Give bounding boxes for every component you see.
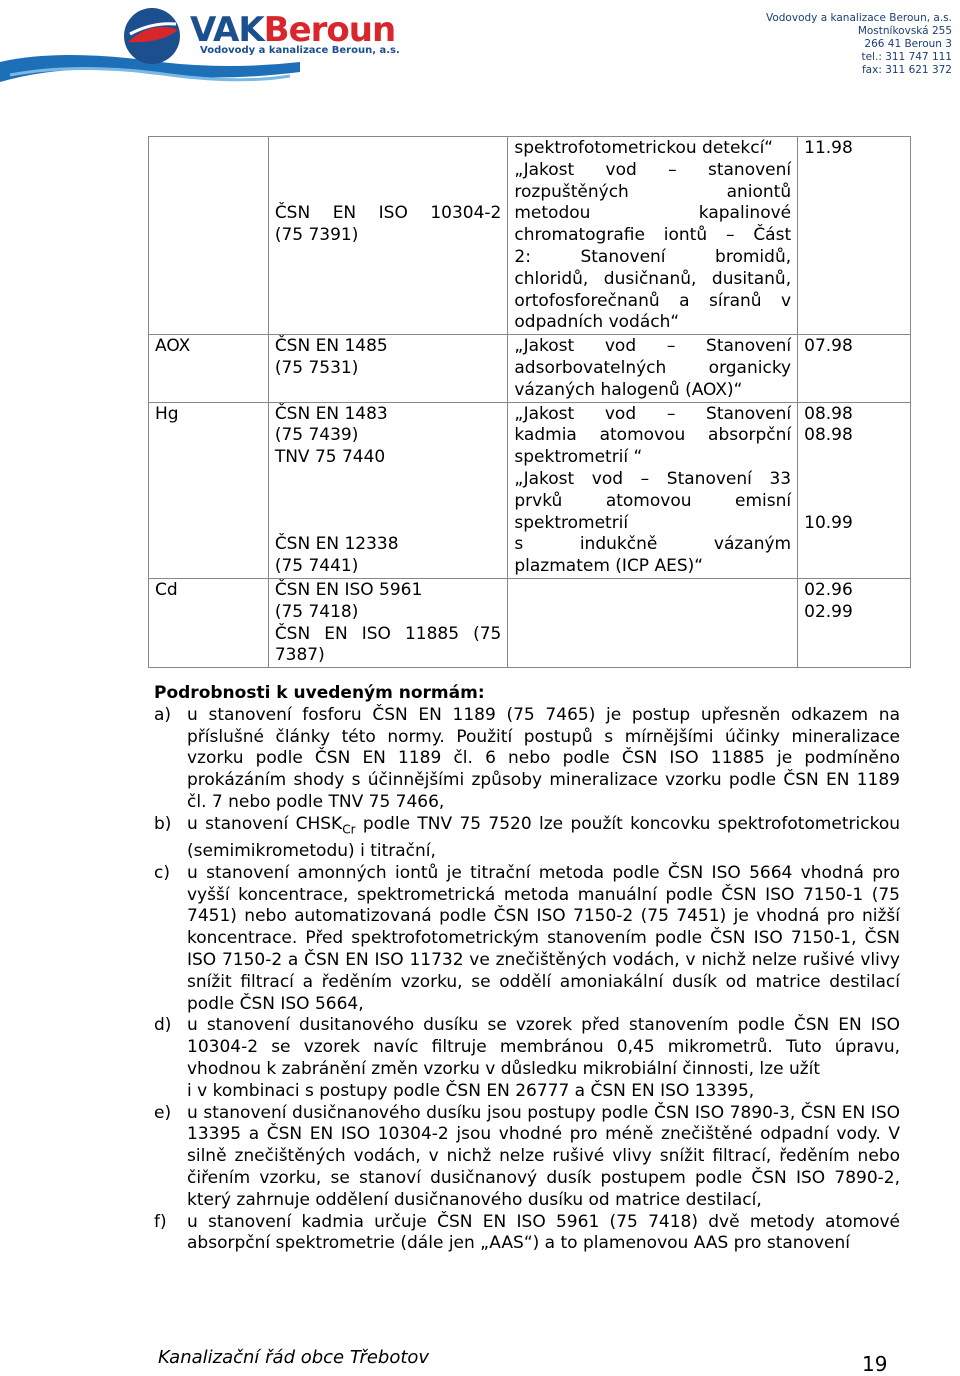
item-label: f)	[154, 1211, 167, 1232]
norm-cell	[268, 402, 508, 578]
list-item	[154, 1212, 900, 1256]
norm-line: ČSN EN ISO 10304-2	[274, 203, 502, 224]
item-text: u stanovení amonných iontů je titrační metoda podle ČSN ISO 5664 vhodná pro vyšší koncentrace, spektrometrická metoda manuální podle ČSN ISO 7150-1 (75 7451) nebo automatizovaná podle ČSN ISO 7150-2 (75 7451) je vhodná pro nižší koncentrace. Před spektrofotometrickým stanovením podle ČSN ISO 7150-1, ČSN ISO 7150-2 a ČSN EN ISO 11732 ve znečištěných vodách, v nichž nelze rušivé vlivy snížit filtrací a ředěním vzorku, se oddělí amoniakální dusík od matrice destilací podle ČSN ISO 5664,	[187, 862, 900, 1014]
method-line: plazmatem (ICP AES)“	[514, 556, 704, 577]
norm-line: ČSN EN 1485	[274, 336, 388, 357]
parameter-cell: Cd	[149, 578, 269, 667]
item-text: u stanovení dusičnanového dusíku jsou postupy podle ČSN ISO 7890-3, ČSN EN ISO 13395 a ČSN EN ISO 10304-2 jsou vhodné pro méně znečištěné odpadní vody. V silně znečištěných vodách, v nichž nelze rušivé vlivy snížit filtrací, ředěním nebo čiřením vzorku, se stanoví dusičnanový dusík postupem podle ČSN ISO 7890-2, který zahrnuje oddělení dusičnanového dusíku od matrice destilací,	[187, 1102, 900, 1210]
norm-cell	[268, 578, 508, 667]
norm-details	[154, 683, 900, 1255]
item-text: u stanovení kadmia určuje ČSN EN ISO 5961 (75 7418) dvě metody atomové absorpční spektrometrie (dále jen „AAS“) a to plamenovou AAS pro stanovení	[187, 1211, 900, 1254]
table-row	[149, 578, 911, 667]
norm-line: (75 7418)	[274, 601, 359, 622]
date-line: 08.98	[804, 403, 853, 424]
norms-table	[148, 136, 911, 668]
date-line: 02.96	[804, 579, 853, 600]
item-text: u stanovení dusitanového dusíku se vzorek před stanovením podle ČSN EN ISO 10304-2 se vzorek navíc filtruje membránou 0,45 mikrometrů. Tuto úpravu, vhodnou k zabránění změn vzorku v důsledku mikrobiální činnosti, lze užít i v kombinaci s postupy podle ČSN EN 26777 a ČSN EN ISO 13395,	[187, 1015, 900, 1101]
norm-line: ČSN EN ISO 11885 (75	[274, 623, 502, 644]
method-line: chromatografie iontů – Část	[514, 225, 792, 246]
method-line: „Jakost vod – Stanovení	[514, 336, 792, 357]
parameter-cell: Hg	[149, 402, 269, 578]
table-row	[149, 137, 911, 335]
method-line: spektrofotometrickou detekcí“	[514, 138, 774, 158]
page-number: 19	[862, 1352, 888, 1376]
date-cell	[798, 402, 911, 578]
norm-line: (75 7531)	[274, 357, 359, 378]
parameter-cell	[149, 137, 269, 335]
method-line: vázaných halogenů (AOX)“	[514, 379, 743, 400]
list-item	[154, 863, 900, 1016]
address-line: Vodovody a kanalizace Beroun, a.s.	[765, 12, 952, 24]
method-cell	[508, 578, 798, 667]
method-line: adsorbovatelných organicky	[514, 357, 792, 378]
method-cell	[508, 402, 798, 578]
method-line: odpadních vodách“	[514, 312, 680, 333]
method-line: prvků atomovou emisní	[514, 490, 792, 511]
method-line: spektrometrií	[514, 512, 629, 533]
list-item	[154, 705, 900, 814]
norm-line: 7387)	[274, 645, 325, 666]
method-cell	[508, 137, 798, 335]
norm-cell	[268, 335, 508, 402]
item-label: b)	[154, 813, 172, 834]
date-line: 10.99	[804, 512, 853, 533]
details-heading: Podrobnosti k uvedeným normám:	[154, 683, 485, 703]
method-line: ortofosforečnanů a síranů v	[514, 290, 792, 311]
item-label: d)	[154, 1015, 172, 1036]
address-line: 266 41 Beroun 3	[864, 38, 952, 50]
footer-document-title: Kanalizační řád obce Třebotov	[158, 1347, 430, 1368]
address-line: fax: 311 621 372	[861, 64, 952, 76]
parameter-cell: AOX	[149, 335, 269, 402]
list-item	[154, 1103, 900, 1212]
norm-cell	[268, 137, 508, 335]
method-line: 2: Stanovení bromidů,	[514, 246, 792, 267]
list-item	[154, 1015, 900, 1102]
address-line: tel.: 311 747 111	[861, 51, 952, 63]
brand-subtitle: Vodovody a kanalizace Beroun, a.s.	[200, 45, 400, 56]
date-line: 07.98	[804, 336, 853, 357]
date-cell	[798, 578, 911, 667]
company-address	[766, 12, 952, 77]
method-line: „Jakost vod – Stanovení 33	[514, 468, 792, 489]
norm-line: (75 7441)	[274, 556, 359, 577]
method-line: chloridů, dusičnanů, dusitanů,	[514, 268, 792, 289]
date-line: 08.98	[804, 425, 853, 446]
list-item	[154, 814, 900, 863]
date-cell	[798, 335, 911, 402]
item-text: u stanovení $CHSK_{Cr}$ podle TNV 75 7520 lze použít koncovku spektrofotometrickou (semimikrometodu) i titrační,	[187, 813, 901, 861]
item-text: u stanovení fosforu ČSN EN 1189 (75 7465) je postup upřesněn odkazem na příslušné články této normy. Použití postupů s mírnějšími účinky mineralizace vzorku podle ČSN EN 1189 čl. 6 nebo podle ČSN ISO 11885 je podmíněno prokázáním shody s účinnějšími způsoby mineralizace vzorku podle ČSN EN 1189 čl. 7 nebo podle TNV 75 7466,	[187, 704, 900, 812]
item-label: c)	[154, 862, 170, 883]
method-line: „Jakost vod – Stanovení	[514, 403, 792, 424]
method-line: metodou kapalinové	[514, 203, 792, 224]
item-label: e)	[154, 1102, 172, 1123]
norm-line: (75 7439)	[274, 425, 359, 446]
date-line: 02.99	[804, 601, 853, 622]
norm-line: ČSN EN 1483	[274, 403, 388, 424]
method-line: „Jakost vod – stanovení	[514, 159, 792, 180]
method-line: kadmia atomovou absorpční	[514, 425, 792, 446]
table-row	[149, 335, 911, 402]
norm-line: ČSN EN ISO 5961	[274, 579, 423, 600]
company-logo	[0, 0, 400, 100]
norm-line: ČSN EN 12338	[274, 534, 399, 555]
date-line: 11.98	[804, 138, 853, 158]
brand-name: VAKBeroun	[190, 10, 396, 50]
item-label: a)	[154, 704, 172, 725]
norm-line: (75 7391)	[274, 225, 359, 246]
date-cell	[798, 137, 911, 335]
norm-line: TNV 75 7440	[274, 447, 386, 468]
method-cell	[508, 335, 798, 402]
method-line: rozpuštěných aniontů	[514, 181, 792, 202]
method-line: spektrometrií “	[514, 447, 643, 468]
method-line: s indukčně vázaným	[514, 534, 792, 555]
table-row	[149, 402, 911, 578]
address-line: Mostníkovská 255	[857, 25, 952, 37]
